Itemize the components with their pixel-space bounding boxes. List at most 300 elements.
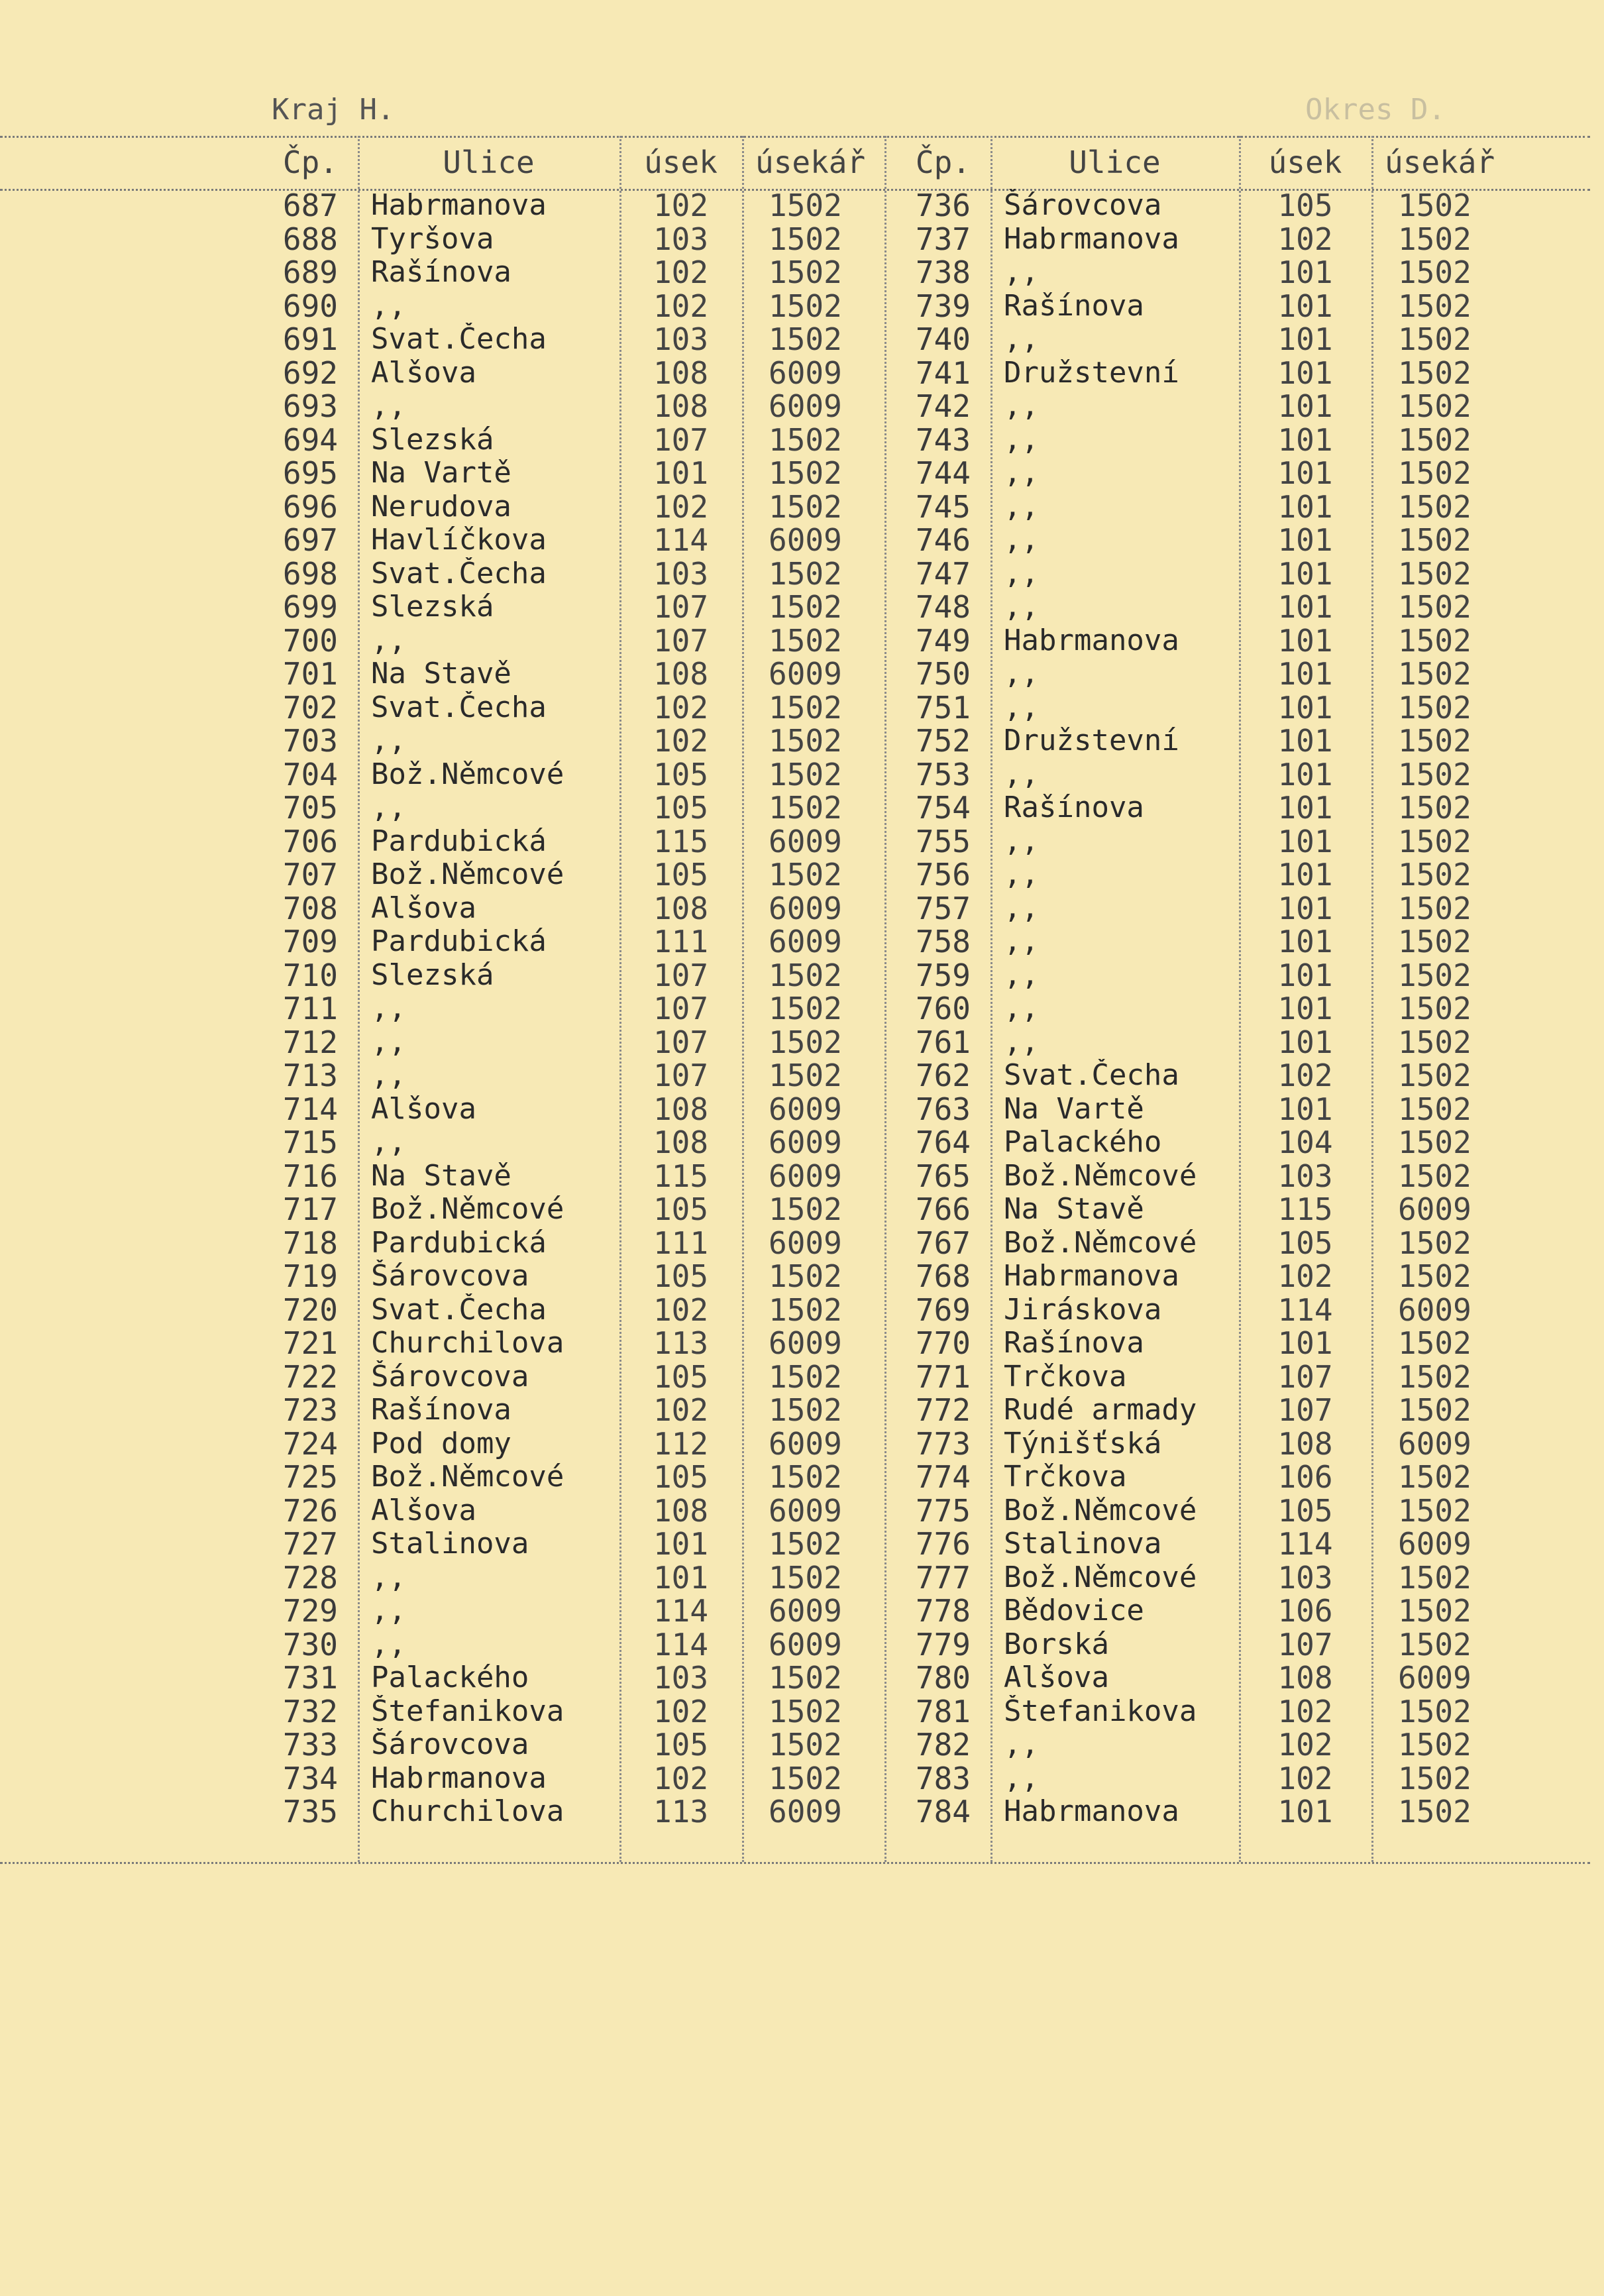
street-name: Slezská: [371, 423, 494, 457]
table-row: [0, 1762, 1570, 1796]
house-number: 743: [915, 423, 971, 457]
usekar-value: 1502: [1398, 824, 1471, 858]
usekar-value: 6009: [1398, 1527, 1471, 1561]
street-name: Slezská: [371, 590, 494, 624]
col-header-usekar: úsekář: [1385, 144, 1495, 180]
table-row: [0, 590, 1570, 624]
usekar-value: 1502: [1398, 791, 1471, 825]
street-name: Bož.Němcové: [371, 1460, 564, 1494]
usekar-value: 1502: [1398, 690, 1471, 724]
house-number: 732: [282, 1694, 338, 1728]
street-name: ,,: [1004, 958, 1039, 992]
usek-value: 107: [1277, 1394, 1333, 1427]
street-name: Jiráskova: [1004, 1293, 1162, 1327]
house-number: 700: [282, 624, 338, 657]
usekar-value: 1502: [769, 958, 842, 992]
street-name: Havlíčkova: [371, 523, 547, 557]
usek-value: 114: [1277, 1527, 1333, 1561]
street-name: Alšova: [371, 1494, 476, 1527]
street-name: Stalinova: [1004, 1527, 1162, 1561]
street-name: Habrmanova: [1004, 1795, 1179, 1829]
usek-value: 102: [653, 256, 709, 290]
house-number: 723: [282, 1394, 338, 1427]
usek-value: 103: [1277, 1159, 1333, 1193]
col-header-ulice: Ulice: [443, 144, 535, 180]
house-number: 739: [915, 289, 971, 323]
usekar-value: 1502: [1398, 624, 1471, 657]
usek-value: 115: [653, 824, 709, 858]
house-number: 760: [915, 992, 971, 1026]
col-header-op: Čp.: [915, 144, 971, 180]
usekar-value: 1502: [1398, 189, 1471, 223]
house-number: 736: [915, 189, 971, 223]
usekar-value: 1502: [769, 222, 842, 256]
street-name: ,,: [1004, 1025, 1039, 1059]
usekar-value: 1502: [1398, 958, 1471, 992]
usekar-value: 1502: [1398, 356, 1471, 390]
usek-value: 101: [653, 1527, 709, 1561]
usek-value: 111: [653, 925, 709, 959]
usekar-value: 6009: [769, 824, 842, 858]
col-header-usek: úsek: [644, 144, 718, 180]
usek-value: 102: [653, 1394, 709, 1427]
usek-value: 101: [1277, 1025, 1333, 1059]
street-name: ,,: [371, 1059, 406, 1093]
usek-value: 101: [1277, 523, 1333, 557]
house-number: 727: [282, 1527, 338, 1561]
house-number: 753: [915, 757, 971, 791]
house-number: 695: [282, 457, 338, 490]
house-number: 765: [915, 1159, 971, 1193]
usekar-value: 1502: [1398, 390, 1471, 423]
table-row: [0, 323, 1570, 356]
usekar-value: 6009: [769, 390, 842, 423]
usekar-value: 1502: [769, 1260, 842, 1293]
usekar-value: 1502: [1398, 1092, 1471, 1126]
table-row: [0, 390, 1570, 423]
house-number: 770: [915, 1327, 971, 1360]
house-number: 745: [915, 490, 971, 523]
table-row: [0, 1460, 1570, 1494]
house-number: 701: [282, 657, 338, 691]
usekar-value: 1502: [1398, 256, 1471, 290]
house-number: 742: [915, 390, 971, 423]
usekar-value: 1502: [769, 289, 842, 323]
table-row: [0, 1394, 1570, 1427]
usek-value: 108: [653, 356, 709, 390]
usekar-value: 1502: [1398, 222, 1471, 256]
table-row: [0, 1059, 1570, 1093]
street-name: ,,: [1004, 824, 1039, 858]
usek-value: 103: [653, 222, 709, 256]
house-number: 763: [915, 1092, 971, 1126]
usek-value: 115: [653, 1159, 709, 1193]
table-row: [0, 1661, 1570, 1695]
usekar-value: 6009: [1398, 1427, 1471, 1460]
house-number: 689: [282, 256, 338, 290]
usekar-value: 1502: [1398, 1694, 1471, 1728]
street-name: Šárovcova: [371, 1728, 529, 1762]
usek-value: 105: [1277, 1494, 1333, 1527]
table-row: [0, 791, 1570, 825]
house-number: 693: [282, 390, 338, 423]
street-name: Štefanikova: [1004, 1694, 1197, 1728]
table-row: [0, 1795, 1570, 1829]
street-name: Svat.Čecha: [371, 690, 547, 724]
street-name: Rašínova: [1004, 289, 1144, 323]
street-name: Týnišťská: [1004, 1427, 1162, 1460]
usek-value: 102: [653, 1293, 709, 1327]
street-name: Pardubická: [371, 1226, 547, 1260]
usek-value: 107: [653, 624, 709, 657]
okres-label: Okres D.: [1305, 93, 1446, 127]
table-row: [0, 1527, 1570, 1561]
street-name: Pod domy: [371, 1427, 511, 1460]
house-number: 754: [915, 791, 971, 825]
usekar-value: 1502: [769, 1761, 842, 1795]
usek-value: 113: [653, 1795, 709, 1829]
table-row: [0, 457, 1570, 490]
street-name: ,,: [371, 390, 406, 423]
usek-value: 101: [1277, 1092, 1333, 1126]
usekar-value: 1502: [1398, 657, 1471, 691]
col-header-op: Čp.: [282, 144, 338, 180]
street-name: Alšova: [371, 891, 476, 925]
usekar-value: 1502: [769, 1728, 842, 1762]
house-number: 764: [915, 1126, 971, 1160]
usek-value: 108: [653, 657, 709, 691]
usekar-value: 6009: [1398, 1193, 1471, 1227]
usekar-value: 6009: [769, 925, 842, 959]
street-name: ,,: [1004, 557, 1039, 590]
house-number: 692: [282, 356, 338, 390]
house-number: 712: [282, 1025, 338, 1059]
house-number: 768: [915, 1260, 971, 1293]
street-name: Trčkova: [1004, 1460, 1127, 1494]
usek-value: 105: [653, 757, 709, 791]
house-number: 728: [282, 1560, 338, 1594]
table-row: [0, 657, 1570, 691]
street-name: Pardubická: [371, 925, 547, 959]
street-name: Palackého: [371, 1661, 529, 1695]
usekar-value: 1502: [769, 1560, 842, 1594]
street-name: Bož.Němcové: [1004, 1494, 1197, 1527]
house-number: 724: [282, 1427, 338, 1460]
street-name: Habrmanova: [371, 1761, 547, 1795]
usek-value: 102: [1277, 1694, 1333, 1728]
house-number: 744: [915, 457, 971, 490]
table-row: [0, 1427, 1570, 1461]
house-number: 717: [282, 1193, 338, 1227]
street-name: Na Stavě: [371, 657, 511, 691]
usekar-value: 1502: [1398, 858, 1471, 892]
usekar-value: 1502: [1398, 1460, 1471, 1494]
table-row: [0, 1227, 1570, 1260]
usekar-value: 1502: [769, 1527, 842, 1561]
house-number: 738: [915, 256, 971, 290]
usek-value: 107: [653, 1059, 709, 1093]
table-row: [0, 1160, 1570, 1193]
table-row: [0, 825, 1570, 859]
usekar-value: 1502: [769, 992, 842, 1026]
house-number: 777: [915, 1560, 971, 1594]
usekar-value: 1502: [769, 724, 842, 758]
table-row: [0, 1494, 1570, 1528]
usekar-value: 6009: [769, 1226, 842, 1260]
street-name: Nerudova: [371, 490, 511, 523]
usek-value: 105: [1277, 189, 1333, 223]
street-name: ,,: [371, 289, 406, 323]
usekar-value: 1502: [1398, 323, 1471, 356]
house-number: 775: [915, 1494, 971, 1527]
usek-value: 105: [1277, 1226, 1333, 1260]
usekar-value: 6009: [769, 1795, 842, 1829]
table-row: [0, 858, 1570, 892]
street-name: ,,: [371, 1594, 406, 1628]
house-number: 750: [915, 657, 971, 691]
usekar-value: 1502: [1398, 1126, 1471, 1160]
street-name: Na Vartě: [1004, 1092, 1144, 1126]
table-row: [0, 992, 1570, 1026]
street-name: ,,: [371, 1627, 406, 1661]
usek-value: 108: [653, 1092, 709, 1126]
street-name: ,,: [371, 624, 406, 657]
usekar-value: 1502: [769, 423, 842, 457]
street-name: Alšova: [371, 356, 476, 390]
usek-value: 101: [1277, 624, 1333, 657]
usek-value: 103: [1277, 1560, 1333, 1594]
house-number: 711: [282, 992, 338, 1026]
house-number: 762: [915, 1059, 971, 1093]
usekar-value: 1502: [1398, 1025, 1471, 1059]
house-number: 726: [282, 1494, 338, 1527]
table-row: [0, 223, 1570, 256]
house-number: 718: [282, 1226, 338, 1260]
usek-value: 102: [653, 189, 709, 223]
house-number: 781: [915, 1694, 971, 1728]
usekar-value: 1502: [769, 457, 842, 490]
usek-value: 101: [1277, 992, 1333, 1026]
table-row: [0, 624, 1570, 658]
street-name: Svat.Čecha: [371, 1293, 547, 1327]
table-row: [0, 1728, 1570, 1762]
usekar-value: 1502: [769, 624, 842, 657]
usek-value: 105: [653, 1260, 709, 1293]
street-name: ,,: [1004, 657, 1039, 691]
usekar-value: 1502: [769, 557, 842, 590]
usekar-value: 6009: [769, 1126, 842, 1160]
street-name: Bož.Němcové: [1004, 1159, 1197, 1193]
house-number: 755: [915, 824, 971, 858]
usekar-value: 1502: [769, 256, 842, 290]
usek-value: 101: [1277, 323, 1333, 356]
usek-value: 114: [653, 1594, 709, 1628]
usek-value: 107: [1277, 1360, 1333, 1394]
house-number: 715: [282, 1126, 338, 1160]
usek-value: 105: [653, 791, 709, 825]
usek-value: 112: [653, 1427, 709, 1460]
street-name: Rašínova: [1004, 1327, 1144, 1360]
street-name: Tyršova: [371, 222, 494, 256]
usekar-value: 1502: [769, 1394, 842, 1427]
house-number: 704: [282, 757, 338, 791]
usekar-value: 1502: [1398, 1728, 1471, 1762]
street-name: ,,: [1004, 390, 1039, 423]
table-row: [0, 1561, 1570, 1595]
street-name: ,,: [1004, 256, 1039, 290]
usekar-value: 1502: [1398, 1226, 1471, 1260]
house-number: 710: [282, 958, 338, 992]
house-number: 703: [282, 724, 338, 758]
usekar-value: 1502: [769, 1059, 842, 1093]
usek-value: 101: [1277, 256, 1333, 290]
table-row: [0, 356, 1570, 390]
usekar-value: 1502: [769, 1661, 842, 1695]
table-row: [0, 758, 1570, 792]
usek-value: 103: [653, 323, 709, 356]
usekar-value: 6009: [769, 1627, 842, 1661]
usek-value: 104: [1277, 1126, 1333, 1160]
street-name: Bož.Němcové: [371, 1193, 564, 1227]
street-name: Svat.Čecha: [1004, 1059, 1179, 1093]
usek-value: 105: [653, 1193, 709, 1227]
table-row: [0, 724, 1570, 758]
usek-value: 106: [1277, 1594, 1333, 1628]
house-number: 747: [915, 557, 971, 590]
usek-value: 102: [653, 289, 709, 323]
usekar-value: 1502: [1398, 490, 1471, 523]
street-name: Svat.Čecha: [371, 557, 547, 590]
house-number: 784: [915, 1795, 971, 1829]
usekar-value: 1502: [769, 1460, 842, 1494]
house-number: 697: [282, 523, 338, 557]
street-name: Na Stavě: [1004, 1193, 1144, 1227]
street-name: Alšova: [1004, 1661, 1109, 1695]
usek-value: 105: [653, 1728, 709, 1762]
street-name: Družstevní: [1004, 724, 1179, 758]
usek-value: 105: [653, 858, 709, 892]
house-number: 757: [915, 891, 971, 925]
usek-value: 102: [653, 1694, 709, 1728]
usek-value: 115: [1277, 1193, 1333, 1227]
street-name: ,,: [371, 791, 406, 825]
usek-value: 111: [653, 1226, 709, 1260]
street-name: ,,: [1004, 891, 1039, 925]
usek-value: 101: [653, 1560, 709, 1594]
usek-value: 113: [653, 1327, 709, 1360]
usek-value: 114: [1277, 1293, 1333, 1327]
street-name: Borská: [1004, 1627, 1109, 1661]
house-number: 696: [282, 490, 338, 523]
house-number: 746: [915, 523, 971, 557]
usek-value: 105: [653, 1460, 709, 1494]
usekar-value: 1502: [1398, 724, 1471, 758]
house-number: 783: [915, 1761, 971, 1795]
usekar-value: 6009: [1398, 1661, 1471, 1695]
house-number: 751: [915, 690, 971, 724]
usekar-value: 1502: [1398, 1627, 1471, 1661]
street-name: Bož.Němcové: [371, 757, 564, 791]
usek-value: 101: [1277, 791, 1333, 825]
street-name: Šárovcova: [371, 1260, 529, 1293]
table-row: [0, 925, 1570, 959]
house-number: 776: [915, 1527, 971, 1561]
house-number: 707: [282, 858, 338, 892]
street-name: Štefanikova: [371, 1694, 564, 1728]
street-name: Rašínova: [371, 1394, 511, 1427]
street-name: Šárovcova: [371, 1360, 529, 1394]
house-number: 767: [915, 1226, 971, 1260]
kraj-label: Kraj H.: [272, 93, 395, 127]
house-number: 709: [282, 925, 338, 959]
usek-value: 101: [1277, 958, 1333, 992]
street-name: ,,: [371, 1560, 406, 1594]
house-number: 749: [915, 624, 971, 657]
street-name: Rudé armady: [1004, 1394, 1197, 1427]
street-name: Churchilova: [371, 1795, 564, 1829]
usek-value: 107: [653, 590, 709, 624]
table-row: [0, 1126, 1570, 1160]
street-name: ,,: [371, 724, 406, 758]
house-number: 779: [915, 1627, 971, 1661]
usek-value: 102: [1277, 1260, 1333, 1293]
table-row: [0, 959, 1570, 993]
street-name: ,,: [371, 1025, 406, 1059]
usek-value: 108: [653, 1126, 709, 1160]
usekar-value: 1502: [1398, 1327, 1471, 1360]
usekar-value: 1502: [1398, 1594, 1471, 1628]
usekar-value: 6009: [769, 1327, 842, 1360]
street-name: Habrmanova: [1004, 1260, 1179, 1293]
usek-value: 102: [653, 724, 709, 758]
table-row: [0, 256, 1570, 290]
street-name: Slezská: [371, 958, 494, 992]
usek-value: 102: [1277, 222, 1333, 256]
usekar-value: 1502: [769, 189, 842, 223]
usekar-value: 1502: [769, 1025, 842, 1059]
usek-value: 107: [1277, 1627, 1333, 1661]
usek-value: 102: [653, 1761, 709, 1795]
street-name: Šárovcova: [1004, 189, 1162, 223]
usekar-value: 6009: [769, 891, 842, 925]
usekar-value: 1502: [769, 1360, 842, 1394]
house-number: 716: [282, 1159, 338, 1193]
usekar-value: 1502: [1398, 1159, 1471, 1193]
usek-value: 105: [653, 1360, 709, 1394]
street-name: ,,: [1004, 690, 1039, 724]
table-row: [0, 1695, 1570, 1729]
usek-value: 101: [1277, 490, 1333, 523]
house-number: 729: [282, 1594, 338, 1628]
usek-value: 101: [1277, 557, 1333, 590]
usekar-value: 6009: [769, 1494, 842, 1527]
street-name: Družstevní: [1004, 356, 1179, 390]
table-row: [0, 423, 1570, 457]
house-number: 778: [915, 1594, 971, 1628]
usekar-value: 6009: [1398, 1293, 1471, 1327]
usek-value: 101: [1277, 657, 1333, 691]
usekar-value: 6009: [769, 1092, 842, 1126]
table-row: [0, 1260, 1570, 1293]
usekar-value: 1502: [769, 858, 842, 892]
usekar-value: 1502: [1398, 1494, 1471, 1527]
house-number: 735: [282, 1795, 338, 1829]
street-name: ,,: [1004, 992, 1039, 1026]
usekar-value: 1502: [1398, 891, 1471, 925]
usek-value: 107: [653, 423, 709, 457]
usek-value: 108: [1277, 1661, 1333, 1695]
table-row: [0, 1293, 1570, 1327]
